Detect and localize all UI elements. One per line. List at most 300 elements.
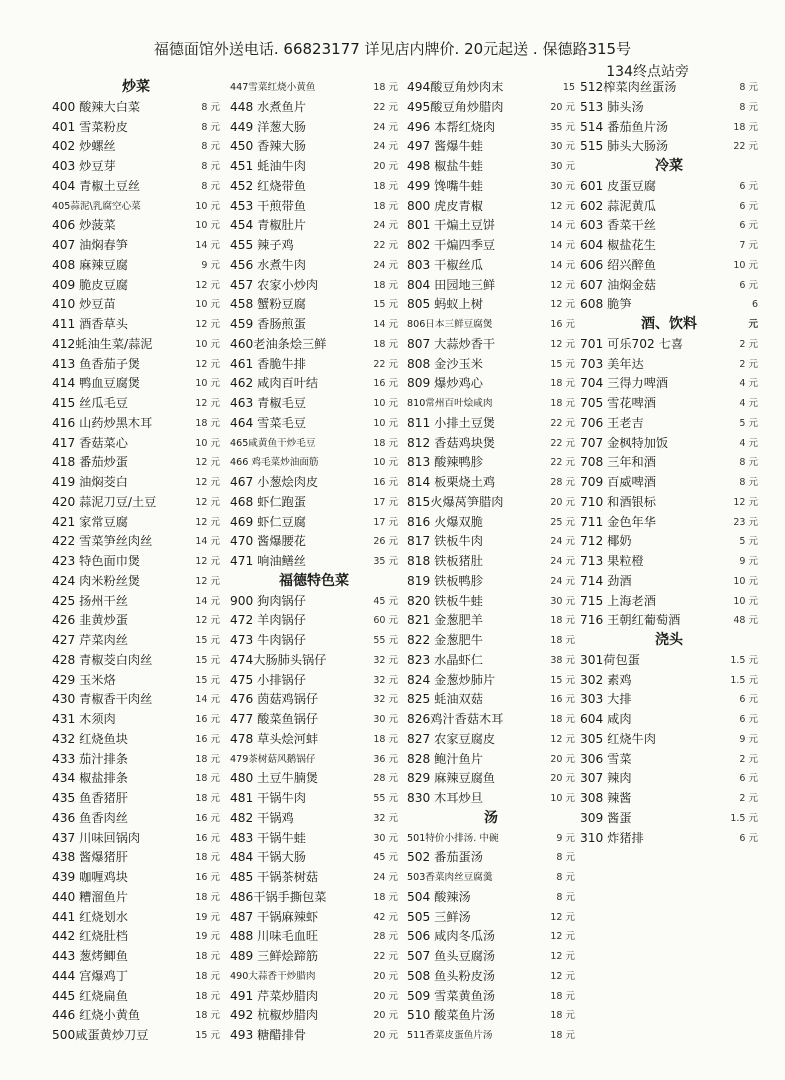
item-name: 418 番茄炒蛋 (52, 455, 128, 470)
menu-item (580, 532, 758, 552)
menu-item (230, 908, 398, 928)
item-name: 406 炒菠菜 (52, 218, 116, 233)
item-price: 10 元 (195, 338, 220, 350)
menu-item (407, 572, 575, 592)
item-price: 12 元 (195, 358, 220, 370)
item-name: 503香菜肉丝豆腐羹 (407, 872, 493, 883)
item-price: 30 元 (550, 161, 575, 172)
menu-item (52, 157, 220, 177)
item-price: 4 元 (739, 437, 758, 449)
item-price: 16 元 (195, 872, 220, 883)
item-name: 807 大蒜炒香干 (407, 336, 496, 351)
item-price: 18 元 (195, 852, 220, 864)
menu-item (407, 987, 575, 1007)
item-name: 705 雪花啤酒 (580, 396, 656, 410)
item-price: 10 元 (195, 437, 220, 449)
item-name: 483 干锅牛蛙 (230, 830, 306, 845)
menu-item (230, 394, 398, 414)
item-price: 14 元 (195, 240, 220, 251)
menu-item (407, 513, 575, 533)
item-name: 820 铁板牛蛙 (407, 593, 483, 608)
menu-item (407, 137, 575, 157)
item-price: 18 元 (550, 1030, 575, 1041)
item-name: 476 茵菇鸡锅仔 (230, 692, 319, 707)
menu-item (52, 216, 220, 236)
item-name: 488 川味毛血旺 (230, 929, 319, 944)
item-name: 603 香菜干丝 (580, 218, 656, 233)
menu-item (52, 868, 220, 888)
item-price: 16 元 (195, 812, 220, 824)
menu-item (52, 197, 220, 217)
item-name: 823 水晶虾仁 (407, 652, 483, 667)
menu-item (580, 789, 758, 809)
menu-item (407, 453, 575, 473)
item-price: 6 元 (739, 832, 758, 844)
menu-item (230, 809, 398, 829)
item-price: 5 元 (739, 417, 758, 429)
menu-item (230, 98, 398, 118)
menu-item (230, 216, 398, 236)
menu-item (52, 848, 220, 868)
item-name: 438 酱爆猪肝 (52, 850, 128, 865)
item-name: 824 金葱炒肺片 (407, 672, 496, 687)
menu-item (230, 829, 398, 849)
menu-item (407, 473, 575, 493)
item-name: 434 椒盐排条 (52, 771, 128, 786)
menu-item (230, 967, 398, 987)
item-name: 481 干锅牛肉 (230, 791, 306, 805)
item-name: 484 干锅大肠 (230, 850, 306, 865)
item-name: 821 金葱肥羊 (407, 613, 483, 628)
menu-item (230, 315, 398, 335)
item-name: 452 红烧带鱼 (230, 178, 306, 193)
item-price: 20 元 (550, 496, 575, 508)
item-name: 465咸黄鱼干炒毛豆 (230, 437, 316, 449)
section-title: 冷菜 (655, 158, 683, 174)
item-name: 493 糖醋排骨 (230, 1028, 306, 1042)
item-name: 463 青椒毛豆 (230, 396, 306, 410)
item-name: 402 炒螺丝 (52, 139, 116, 154)
item-price: 12 元 (195, 575, 220, 587)
section-heading (580, 631, 758, 651)
section-title: 酒、饮料 (641, 316, 697, 332)
menu-item (52, 690, 220, 710)
item-price: 10 元 (733, 575, 758, 587)
menu-item (52, 98, 220, 118)
item-price: 24 元 (373, 220, 398, 232)
menu-item (52, 572, 220, 592)
item-price: 12 元 (195, 516, 220, 528)
menu-item (52, 967, 220, 987)
menu-item (52, 513, 220, 533)
item-name: 403 炒豆芽 (52, 159, 116, 173)
menu-item (230, 690, 398, 710)
item-name: 471 响油鳝丝 (230, 554, 306, 568)
item-name: 437 川味回锅肉 (52, 830, 141, 845)
item-name: 480 土豆牛腩煲 (230, 771, 319, 786)
menu-item (407, 710, 575, 730)
menu-item (407, 256, 575, 276)
item-name: 400 酸辣大白菜 (52, 99, 141, 114)
menu-columns (0, 78, 785, 1078)
item-name: 515 肺头大肠汤 (580, 139, 669, 154)
menu-item (407, 888, 575, 908)
menu-item (52, 809, 220, 829)
item-price: 15 元 (373, 299, 398, 311)
menu-item (230, 295, 398, 315)
menu-item (580, 434, 758, 454)
item-price: 8 元 (201, 180, 220, 192)
section-heading (407, 809, 575, 829)
item-name: 469 虾仁豆腐 (230, 514, 306, 529)
item-price: 18 元 (373, 733, 398, 745)
menu-item (407, 730, 575, 750)
item-price: 22 元 (550, 457, 575, 469)
menu-item (407, 355, 575, 375)
menu-item (52, 927, 220, 947)
item-price: 10 元 (373, 457, 398, 469)
menu-item (407, 947, 575, 967)
item-price: 45 元 (373, 852, 398, 864)
item-price: 18 元 (195, 970, 220, 982)
item-price: 19 元 (195, 911, 220, 923)
item-name: 485 干锅茶树菇 (230, 870, 319, 884)
item-name: 811 小排土豆煲 (407, 415, 496, 430)
item-name: 826鸡汁香菇木耳 (407, 712, 504, 726)
menu-item (230, 256, 398, 276)
menu-item (52, 769, 220, 789)
item-price: 17 元 (373, 496, 398, 508)
menu-item (230, 493, 398, 513)
item-name: 496 本帮红烧肉 (407, 119, 496, 134)
item-name: 813 酸辣鸭胗 (407, 455, 483, 470)
item-price: 18 元 (195, 891, 220, 903)
menu-item (580, 276, 758, 296)
menu-item (52, 315, 220, 335)
item-price: 20 元 (373, 990, 398, 1002)
item-price: 12 元 (550, 733, 575, 745)
menu-item (230, 868, 398, 888)
menu-item (52, 177, 220, 197)
item-price: 18 元 (195, 793, 220, 804)
menu-item (52, 592, 220, 612)
item-name: 462 咸肉百叶结 (230, 376, 319, 391)
menu-item (230, 197, 398, 217)
item-price: 12 元 (550, 200, 575, 212)
menu-item (52, 611, 220, 631)
item-price: 6 元 (739, 200, 758, 212)
item-name: 601 皮蛋豆腐 (580, 178, 656, 193)
item-price: 18 元 (373, 279, 398, 291)
item-price: 6 (751, 299, 758, 311)
item-name: 419 油焖茭白 (52, 475, 128, 489)
item-price: 12 元 (195, 615, 220, 627)
menu-item (580, 730, 758, 750)
item-name: 466 鸡毛菜炒油面筋 (230, 457, 319, 469)
item-name: 407 油焖春笋 (52, 238, 128, 252)
menu-item (52, 552, 220, 572)
item-name: 306 雪菜 (580, 751, 632, 766)
item-price: 2 元 (739, 753, 758, 765)
item-name: 441 红烧划水 (52, 909, 128, 924)
item-price: 20 元 (550, 101, 575, 113)
item-name: 460老油条烩三鲜 (230, 336, 327, 351)
item-price: 5 元 (739, 536, 758, 548)
item-name: 439 咖喱鸡块 (52, 870, 128, 884)
item-name: 454 青椒肚片 (230, 218, 306, 233)
item-name: 709 百威啤酒 (580, 475, 656, 489)
item-name: 464 雪菜毛豆 (230, 415, 306, 430)
menu-item (580, 592, 758, 612)
item-name: 427 芹菜肉丝 (52, 633, 128, 647)
item-name: 513 肺头汤 (580, 99, 644, 114)
item-name: 445 红烧扁鱼 (52, 988, 128, 1003)
item-name: 405蒜泥\乳腐空心菜 (52, 200, 141, 212)
menu-item (230, 592, 398, 612)
item-name: 825 蚝油双菇 (407, 692, 483, 707)
menu-item (52, 137, 220, 157)
item-price: 15 元 (195, 635, 220, 646)
item-name: 479茶树菇风鹅锅仔 (230, 753, 316, 765)
item-price: 16 元 (195, 832, 220, 844)
menu-item (580, 829, 758, 849)
menu-item (52, 118, 220, 138)
item-price: 22 元 (373, 951, 398, 962)
menu-item (52, 453, 220, 473)
item-price: 2 元 (739, 338, 758, 350)
menu-item (407, 236, 575, 256)
menu-item (407, 552, 575, 572)
item-price: 30 元 (550, 141, 575, 153)
menu-column-4 (580, 78, 758, 848)
menu-item (407, 631, 575, 651)
item-price: 18 元 (550, 1010, 575, 1022)
menu-item (52, 276, 220, 296)
item-price: 18 元 (373, 180, 398, 192)
menu-item (407, 611, 575, 631)
item-price: 24 元 (373, 121, 398, 133)
menu-item (407, 216, 575, 236)
menu-item (580, 137, 758, 157)
item-name: 604 椒盐花生 (580, 238, 656, 252)
item-price: 18 元 (195, 990, 220, 1002)
item-price: 35 元 (373, 556, 398, 567)
menu-item (407, 434, 575, 454)
item-price: 22 元 (373, 240, 398, 251)
item-price: 9 元 (201, 259, 220, 271)
item-price: 18 元 (550, 990, 575, 1002)
item-price: 15 (562, 82, 575, 93)
menu-column-2 (230, 78, 398, 1046)
menu-item (52, 256, 220, 276)
item-price: 36 元 (373, 753, 398, 765)
item-name: 707 金枫特加饭 (580, 435, 669, 450)
item-price: 20 元 (373, 970, 398, 982)
menu-item (407, 1006, 575, 1026)
item-price: 6 元 (739, 773, 758, 785)
item-name: 421 家常豆腐 (52, 514, 128, 529)
item-price: 15 元 (195, 1030, 220, 1041)
item-name: 422 雪菜笋丝肉丝 (52, 534, 153, 549)
item-name: 404 青椒土豆丝 (52, 178, 141, 193)
item-price: 18 元 (195, 753, 220, 765)
item-name: 309 酱蛋 (580, 810, 632, 825)
item-name: 477 酸菜鱼锅仔 (230, 712, 319, 726)
item-price: 12 元 (550, 970, 575, 982)
menu-item (580, 572, 758, 592)
menu-item (52, 987, 220, 1007)
item-name: 822 金葱肥牛 (407, 633, 483, 647)
menu-item (52, 829, 220, 849)
item-name: 809 爆炒鸡心 (407, 376, 483, 391)
item-name: 900 狗肉锅仔 (230, 593, 306, 608)
item-name: 712 椰奶 (580, 534, 632, 549)
item-price: 24 元 (550, 556, 575, 567)
item-name: 431 木须肉 (52, 712, 116, 726)
menu-item (407, 157, 575, 177)
item-price: 15 元 (195, 654, 220, 666)
item-price: 16 元 (550, 694, 575, 706)
item-name: 416 山药炒黑木耳 (52, 415, 153, 430)
item-name: 706 王老吉 (580, 415, 644, 430)
item-price: 32 元 (373, 674, 398, 686)
menu-item (52, 236, 220, 256)
menu-item (52, 730, 220, 750)
item-name: 499 馋嘴牛蛙 (407, 178, 483, 193)
item-name: 468 虾仁跑蛋 (230, 494, 306, 509)
item-name: 492 杭椒炒腊肉 (230, 1008, 319, 1023)
item-name: 510 酸菜鱼片汤 (407, 1008, 496, 1023)
section-heading (580, 157, 758, 177)
item-name: 429 玉米烙 (52, 672, 116, 687)
menu-item (52, 947, 220, 967)
menu-item (230, 157, 398, 177)
item-price: 18 元 (550, 615, 575, 627)
item-price: 18 元 (373, 200, 398, 212)
item-name: 457 农家小炒肉 (230, 277, 319, 292)
menu-item (580, 513, 758, 533)
menu-item (52, 750, 220, 770)
item-name: 432 红烧鱼块 (52, 731, 128, 746)
menu-item (52, 631, 220, 651)
menu-item (52, 908, 220, 928)
menu-item (230, 236, 398, 256)
menu-item (52, 473, 220, 493)
item-name: 819 铁板鸭胗 (407, 573, 483, 588)
section-heading (580, 315, 758, 335)
menu-header: 福德面馆外送电话. 66823177 详见店内牌价. 20元起送 . 保德路315号 (153, 40, 632, 58)
menu-item (580, 414, 758, 434)
item-price: 30 元 (373, 714, 398, 725)
item-price: 35 元 (550, 121, 575, 133)
item-price: 10 元 (195, 378, 220, 390)
item-price: 10 元 (733, 595, 758, 607)
menu-item (230, 473, 398, 493)
item-price: 30 元 (373, 832, 398, 844)
item-price: 12 元 (550, 911, 575, 923)
item-price: 6 元 (739, 180, 758, 192)
item-name: 459 香肠煎蛋 (230, 317, 306, 331)
item-name: 817 铁板牛肉 (407, 534, 483, 549)
menu-item (407, 908, 575, 928)
item-price: 24 元 (373, 259, 398, 271)
item-price: 55 元 (373, 635, 398, 646)
menu-item (407, 394, 575, 414)
menu-item (407, 592, 575, 612)
item-price: 16 元 (373, 477, 398, 488)
menu-item (580, 493, 758, 513)
item-name: 504 酸辣汤 (407, 889, 471, 904)
menu-item (580, 394, 758, 414)
menu-item (407, 335, 575, 355)
item-price: 28 元 (550, 477, 575, 488)
item-price: 22 元 (550, 437, 575, 449)
item-name: 497 酱爆牛蛙 (407, 139, 483, 154)
item-price: 8 元 (556, 872, 575, 883)
item-name: 502 番茄蛋汤 (407, 850, 483, 865)
item-price: 23 元 (733, 516, 758, 528)
item-price: 10 元 (550, 793, 575, 804)
item-name: 814 板栗烧土鸡 (407, 475, 496, 489)
item-price: 12 元 (550, 299, 575, 311)
item-price: 6 元 (739, 714, 758, 725)
menu-item (580, 809, 758, 829)
menu-item (407, 295, 575, 315)
menu-item (230, 888, 398, 908)
item-name: 801 干煸土豆饼 (407, 218, 496, 233)
item-price: 12 元 (550, 951, 575, 962)
menu-item (52, 414, 220, 434)
menu-item (230, 453, 398, 473)
menu-item (230, 78, 398, 98)
item-price: 10 元 (195, 200, 220, 212)
item-price: 22 元 (550, 417, 575, 429)
item-price: 8 元 (739, 82, 758, 93)
item-price: 14 元 (550, 240, 575, 251)
item-name: 444 宫爆鸡丁 (52, 968, 128, 983)
item-price: 22 元 (373, 358, 398, 370)
item-price: 26 元 (373, 536, 398, 548)
item-price: 16 元 (195, 733, 220, 745)
item-name: 435 鱼香猪肝 (52, 791, 128, 805)
menu-item (407, 1026, 575, 1046)
item-name: 423 特色面巾煲 (52, 554, 141, 568)
item-price: 2 元 (739, 358, 758, 370)
item-price: 30 元 (550, 595, 575, 607)
item-name: 472 羊肉锅仔 (230, 613, 306, 628)
item-name: 473 牛肉锅仔 (230, 633, 306, 647)
item-price: 9 元 (739, 733, 758, 745)
menu-item (580, 710, 758, 730)
item-price: 7 元 (739, 240, 758, 251)
menu-item (230, 651, 398, 671)
item-price: 10 元 (195, 220, 220, 232)
item-price: 24 元 (373, 872, 398, 883)
menu-item (580, 671, 758, 691)
menu-item (407, 98, 575, 118)
item-price: 55 元 (373, 793, 398, 804)
menu-item (230, 276, 398, 296)
item-name: 453 干煎带鱼 (230, 198, 306, 213)
item-name: 301荷包蛋 (580, 652, 640, 667)
item-price: 8 元 (556, 891, 575, 903)
item-name: 715 上海老酒 (580, 593, 656, 608)
item-price: 18 元 (373, 891, 398, 903)
menu-item (230, 927, 398, 947)
item-name: 808 金沙玉米 (407, 356, 483, 371)
item-name: 417 香菇菜心 (52, 435, 128, 450)
item-price: 14 元 (195, 536, 220, 548)
